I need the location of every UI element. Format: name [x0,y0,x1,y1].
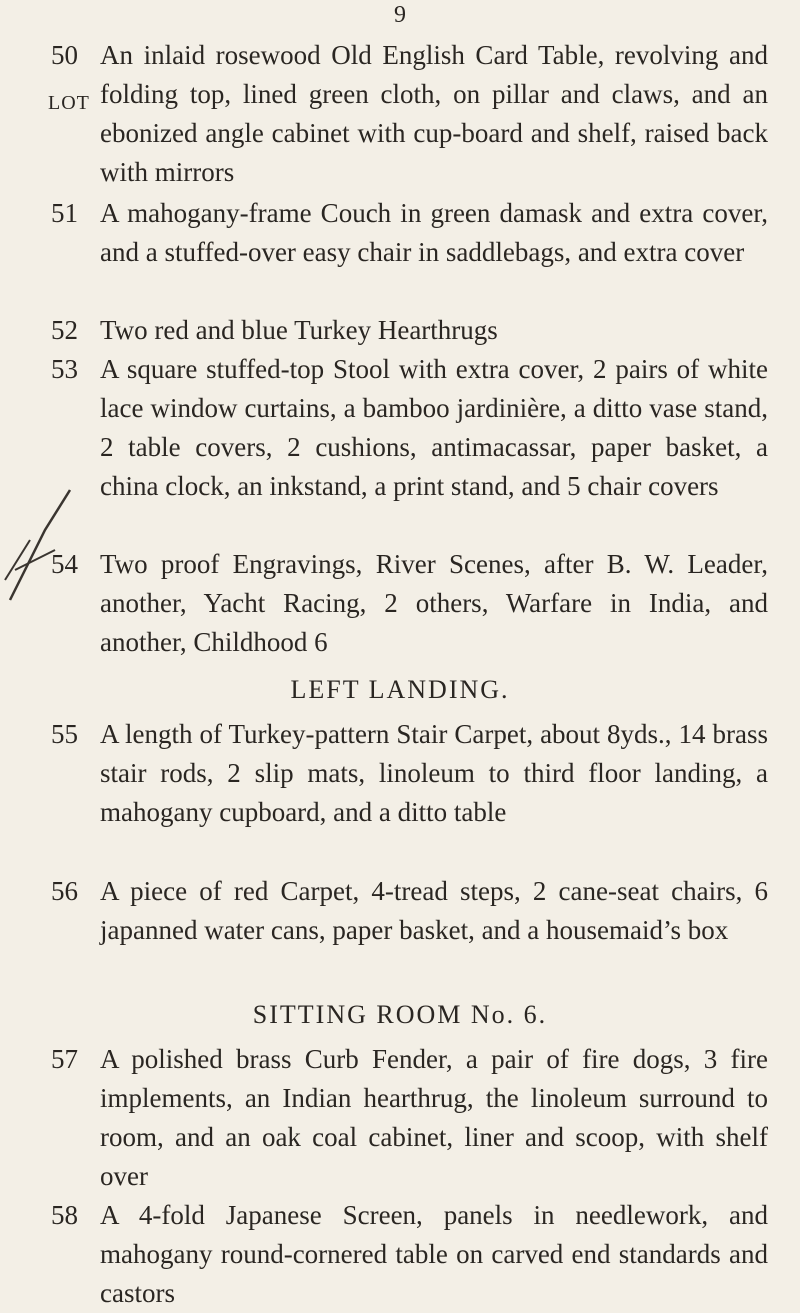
lot-column-header: LOT [48,92,90,114]
lot-entry [28,1196,768,1313]
lot-number: 52 [51,315,78,345]
lot-number: 58 [51,1200,78,1230]
lot-description: A piece of red Carpet, 4-tread steps, 2 cane-seat chairs, 6 japanned water cans, paper basket, and a housemaid’s box [100,876,768,945]
lot-entry [28,872,768,950]
lot-description: Two red and blue Turkey Hearthrugs [100,315,498,345]
lot-entry [28,545,768,662]
section-heading: LEFT LANDING. [290,675,510,704]
lot-entry [28,311,768,350]
lot-number: 50 [51,40,78,70]
lot-entry [28,350,768,506]
lot-description: A length of Turkey-pattern Stair Carpet, about 8yds., 14 brass stair rods, 2 slip mats, linoleum to third floor landing, a mahogany cupboard, and a ditto table [100,719,768,827]
lot-number: 51 [51,198,78,228]
lot-entry [28,715,768,832]
lot-description: An inlaid rosewood Old English Card Table, revolving and folding top, lined green cloth, on pillar and claws, and an ebonized angle cabinet with cup-board and shelf, raised back with mirrors [100,40,768,187]
lot-number: 55 [51,719,78,749]
lot-description: A square stuffed-top Stool with extra cover, 2 pairs of white lace window curtains, a bamboo jardinière, a ditto vase stand, 2 table covers, 2 cushions, antimacassar, paper basket, a china clock, an inkstand, a print stand, and 5 chair covers [100,354,768,501]
lot-description: A mahogany-frame Couch in green damask and extra cover, and a stuffed-over easy chair in saddlebags, and extra cover [100,198,768,267]
lot-number: 56 [51,876,78,906]
page-number: 9 [394,2,406,28]
lot-description: A polished brass Curb Fender, a pair of fire dogs, 3 fire implements, an Indian hearthrug, the linoleum surround to room, and an oak coal cabinet, liner and scoop, with shelf over [100,1044,768,1191]
lot-number: 53 [51,354,78,384]
lot-description: A 4-fold Japanese Screen, panels in needlework, and mahogany round-cornered table on carved end standards and castors [100,1200,768,1308]
lot-number: 57 [51,1044,78,1074]
lot-entry [28,1040,768,1196]
lot-number: 54 [51,549,78,579]
lot-description: Two proof Engravings, River Scenes, after B. W. Leader, another, Yacht Racing, 2 others, Warfare in India, and another, Childhood 6 [100,549,768,657]
lot-entry [28,194,768,272]
section-heading: SITTING ROOM No. 6. [252,1000,548,1029]
lot-entry [28,36,768,192]
